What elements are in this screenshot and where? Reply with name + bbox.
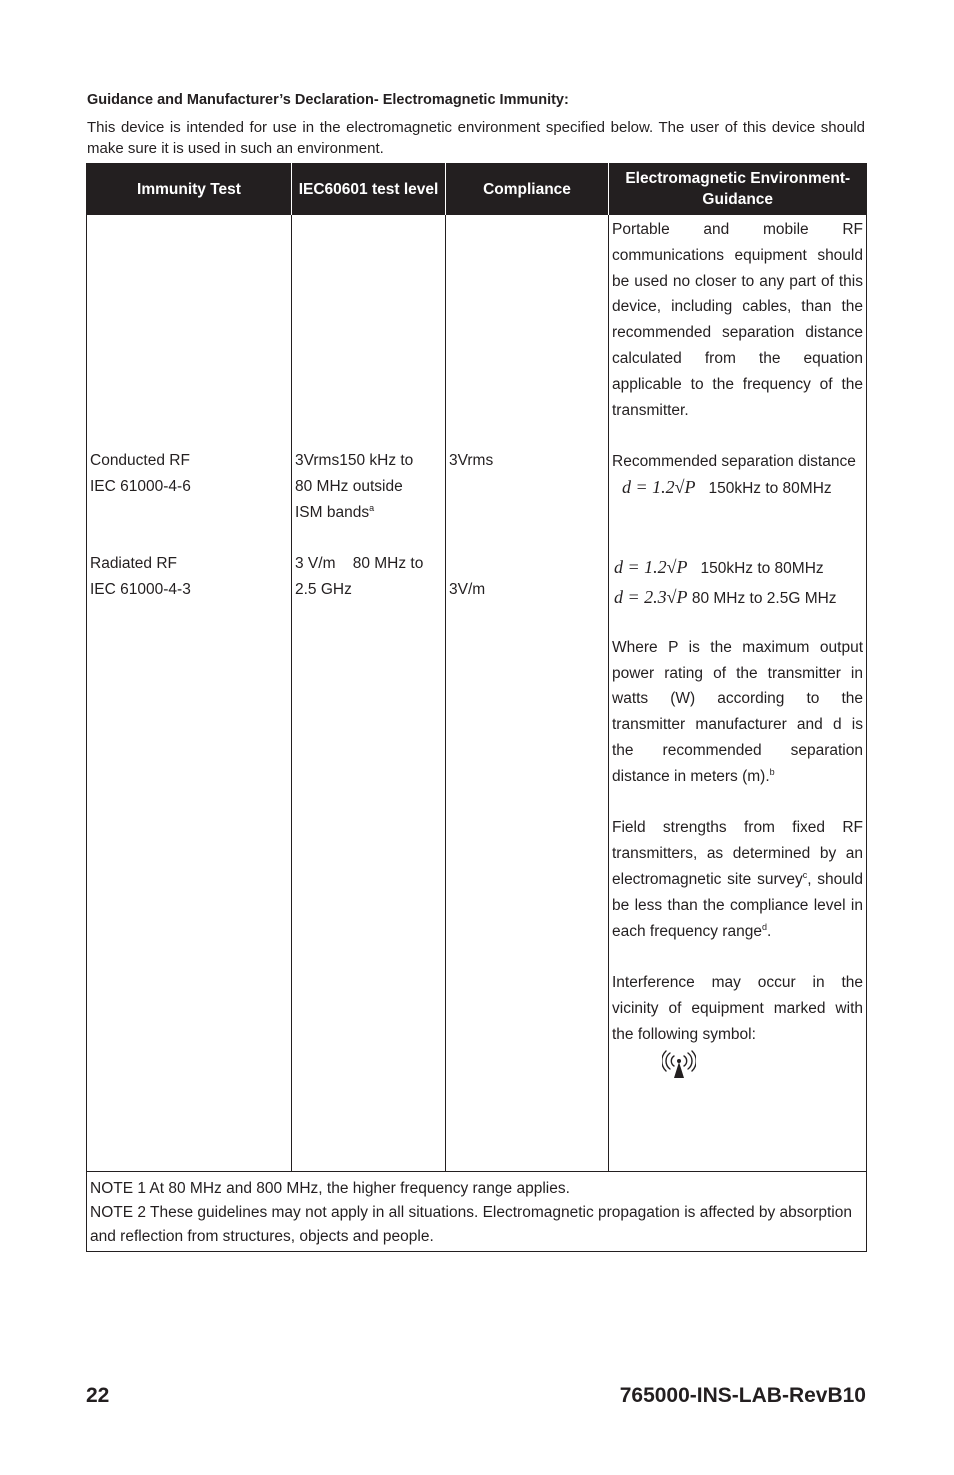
radiated-level-line-1: 3 V/m 80 MHz to [295, 555, 424, 573]
formula-conducted: d = 1.2√P [622, 476, 696, 497]
page-number: 22 [86, 1384, 110, 1407]
radiated-rf-standard: IEC 61000-4-3 [90, 581, 191, 599]
formula-radiated-high: d = 2.3√P [614, 586, 688, 607]
radiated-rf-label: Radiated RF [90, 555, 178, 573]
notes-cell [87, 1172, 867, 1252]
table-row [87, 215, 867, 1172]
conducted-compliance: 3Vrms [449, 452, 494, 469]
conducted-rf-standard: IEC 61000-4-6 [90, 477, 191, 495]
interference-guidance: Interference may occur in the vicinity of equipment marked with the following symbol: [612, 974, 863, 1043]
conducted-level-line-1: 3Vrms150 kHz to [295, 452, 414, 469]
table-header-row [87, 163, 867, 215]
header-test-level: IEC60601 test level [292, 163, 446, 215]
document-id: 765000-INS-LAB-RevB10 [619, 1384, 866, 1407]
portable-guidance: Portable and mobile RF communications equipment should be used no closer to any part of this device, including cables, than the recommended separation distance calculated from the equation applicable to the frequency of the transmitter. [612, 221, 863, 419]
notes-row [87, 1172, 867, 1252]
compliance-cell [446, 215, 609, 1172]
formula-radiated-low-range: 150kHz to 80MHz [700, 559, 824, 577]
field-strength-guidance: Field strengths from fixed RF transmitters, as determined by an electromagnetic site survey$^c$, should be less than the compliance level in each frequency range$^d$. [612, 819, 863, 940]
header-immunity-test: Immunity Test [87, 163, 292, 215]
where-p-guidance: Where P is the maximum output power rating of the transmitter in watts (W) according to the transmitter manufacturer and d is the recommended separation distance in meters (m).$^b$ [612, 638, 863, 785]
formula-row-1 [612, 475, 863, 502]
header-compliance: Compliance [446, 163, 609, 215]
conducted-level-line-2: 80 MHz outside [295, 477, 403, 495]
immunity-test-cell [87, 215, 292, 1172]
test-level-cell [292, 215, 446, 1172]
note-2: NOTE 2 These guidelines may not apply in all situations. Electromagnetic propagation is affected by absorption and reflection from structures, objects and people. [90, 1204, 852, 1245]
formula-row-3 [612, 583, 863, 613]
radiated-level-line-2: 2.5 GHz [295, 581, 352, 599]
footnote-b: b [769, 766, 775, 777]
radiated-compliance: 3V/m [449, 581, 486, 599]
non-ionizing-radiation-icon [662, 1050, 696, 1089]
formula-conducted-range: 150kHz to 80MHz [708, 479, 832, 497]
conducted-level-line-3: ISM bands$^a$ [295, 502, 375, 521]
page-heading: Guidance and Manufacturer’s Declaration- Electromagnetic Immunity: [87, 92, 569, 108]
immunity-table [86, 163, 867, 1252]
conducted-rf-label: Conducted RF [90, 452, 190, 469]
formula-row-2 [612, 553, 863, 583]
note-1: NOTE 1 At 80 MHz and 800 MHz, the higher frequency range applies. [90, 1180, 570, 1197]
footnote-d: d [761, 921, 767, 932]
intro-paragraph: This device is intended for use in the electromagnetic environment specified below. The user of this device should make sure it is used in such an environment. [87, 119, 865, 157]
formula-radiated-low: d = 1.2√P [614, 556, 688, 577]
footnote-a: a [369, 502, 375, 513]
footnote-c: c [802, 869, 808, 880]
recommended-distance-label: Recommended separation distance [612, 453, 856, 471]
guidance-cell [609, 215, 867, 1172]
header-guidance: Electromagnetic Environment-Guidance [609, 163, 867, 215]
formula-radiated-high-range: 80 MHz to 2.5G MHz [691, 589, 837, 607]
